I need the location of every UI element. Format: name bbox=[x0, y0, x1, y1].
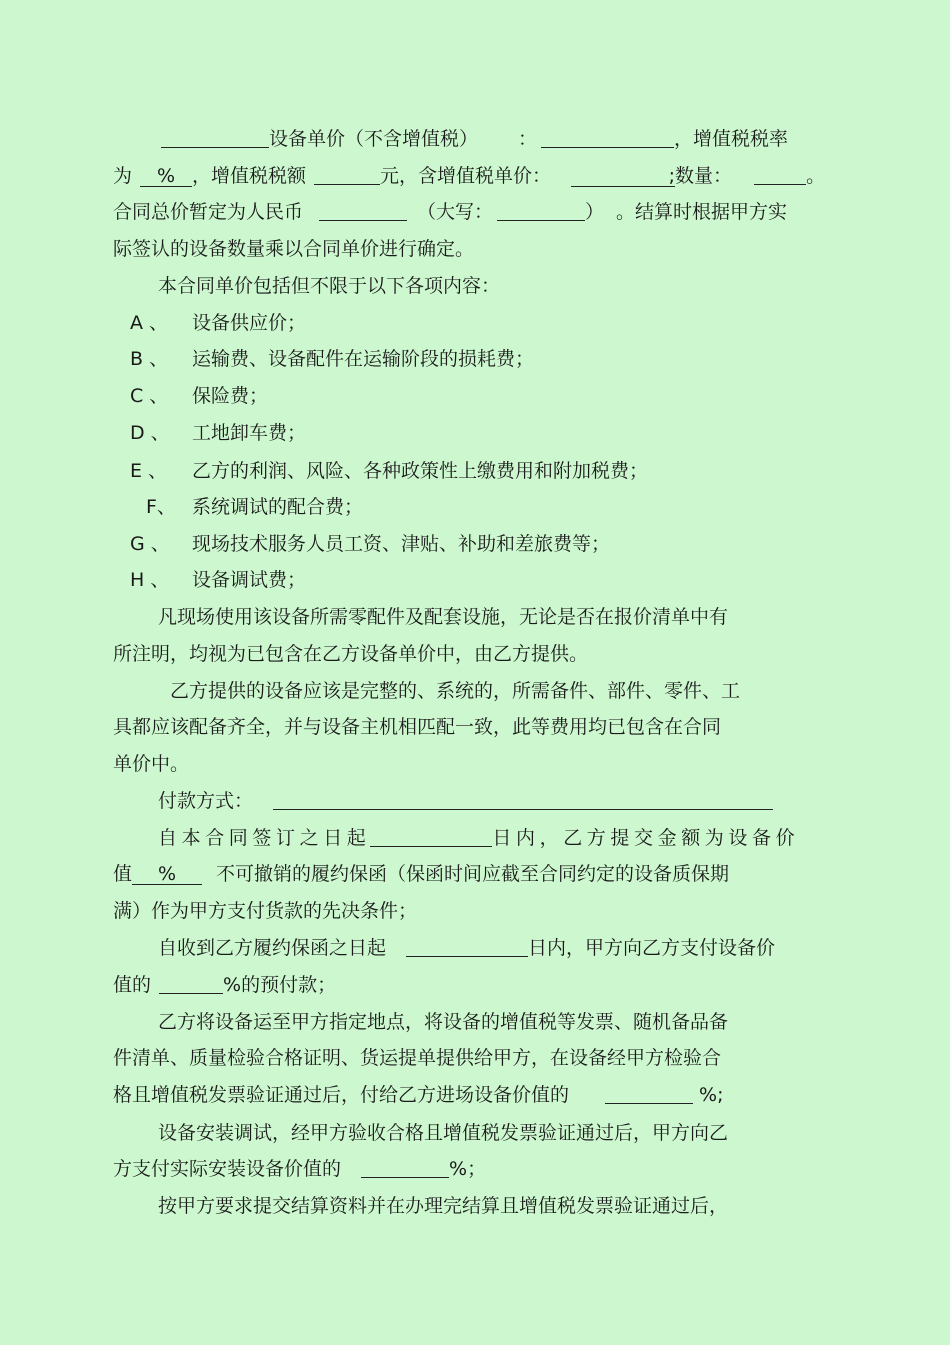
p2-text-a: 自收到乙方履约保函之日起 bbox=[158, 937, 387, 959]
payment-p2-line-1 bbox=[158, 936, 848, 960]
p2-text-c: 值的 bbox=[113, 974, 152, 996]
payment-p1-line-2 bbox=[113, 862, 843, 886]
parts-line-2: 所注明，均视为已包含在乙方设备单价中，由乙方提供。 bbox=[113, 643, 589, 665]
item-letter: A 、 bbox=[130, 312, 169, 334]
daxie-close: ） bbox=[585, 201, 605, 223]
unit-price-blank[interactable] bbox=[541, 127, 674, 148]
payment-p5-line-1: 按甲方要求提交结算资料并在办理完结算且增值税发票验证通过后， bbox=[158, 1195, 729, 1217]
item-text: 工地卸车费； bbox=[192, 422, 307, 444]
vat-amount-label: ，增值税税额 bbox=[192, 165, 307, 187]
item-letter: G 、 bbox=[130, 533, 170, 555]
price-line-2 bbox=[113, 164, 843, 188]
item-text: 系统调试的配合费； bbox=[192, 496, 364, 518]
semicolon: ; bbox=[668, 165, 676, 187]
price-name-blank[interactable] bbox=[161, 127, 269, 148]
p1-text-a: 自本合同签订之日起 bbox=[158, 827, 371, 849]
daxie-open: （大写： bbox=[417, 201, 494, 223]
settle-label: 。结算时根据甲方实 bbox=[616, 201, 788, 223]
price-line-3 bbox=[113, 200, 843, 224]
colon: ： bbox=[518, 128, 538, 150]
payment-method-line bbox=[158, 789, 848, 813]
item-letter: E 、 bbox=[130, 460, 168, 482]
item-text: 乙方的利润、风险、各种政策性上缴费用和附加税费； bbox=[192, 460, 649, 482]
incl-price-blank[interactable] bbox=[571, 166, 675, 187]
vat-amount-blank[interactable] bbox=[314, 164, 380, 185]
incl-price-label: 元，含增值税单价： bbox=[380, 165, 552, 187]
unit-price-label: 设备单价（不含增值税） bbox=[269, 128, 479, 150]
item-letter: F、 bbox=[146, 496, 176, 518]
payment-p3-line-2: 件清单、质量检验合格证明、货运提单提供给甲方，在设备经甲方检验合 bbox=[113, 1047, 722, 1069]
payment-p3-line-1: 乙方将设备运至甲方指定地点，将设备的增值税等发票、随机备品备 bbox=[158, 1011, 729, 1033]
wei-label: 为 bbox=[113, 165, 133, 187]
p1-days-blank[interactable] bbox=[370, 826, 492, 847]
item-letter: B 、 bbox=[130, 348, 169, 370]
p2-text-b: 日内，甲方向乙方支付设备价 bbox=[528, 937, 776, 959]
includes-intro: 本合同单价包括但不限于以下各项内容： bbox=[158, 275, 501, 297]
vat-rate-blank[interactable] bbox=[140, 166, 192, 187]
item-text: 运输费、设备配件在运输阶段的损耗费； bbox=[192, 348, 535, 370]
payment-p4-line-1: 设备安装调试，经甲方验收合格且增值税发票验证通过后，甲方向乙 bbox=[158, 1122, 729, 1144]
price-line-4: 际签认的设备数量乘以合同单价进行确定。 bbox=[113, 238, 475, 260]
daxie-blank[interactable] bbox=[497, 200, 585, 221]
p1-text-b: 日内，乙方提交金额为设备价 bbox=[492, 827, 800, 849]
payment-p1-line-3: 满）作为甲方支付货款的先决条件； bbox=[113, 900, 418, 922]
equipment-line-3: 单价中。 bbox=[113, 753, 190, 775]
p1-percent-sign: % bbox=[157, 863, 177, 885]
vat-rate-label: ，增值税税率 bbox=[674, 128, 789, 150]
payment-p4-line-2 bbox=[113, 1157, 843, 1181]
total-label: 合同总价暂定为人民币 bbox=[113, 201, 304, 223]
payment-method-blank[interactable] bbox=[273, 789, 773, 810]
quantity-blank[interactable] bbox=[754, 164, 806, 185]
item-text: 现场技术服务人员工资、津贴、补助和差旅费等； bbox=[192, 533, 611, 555]
total-blank[interactable] bbox=[319, 200, 407, 221]
p1-wei: 值 bbox=[113, 863, 133, 885]
p2-text-d: %的预付款； bbox=[223, 974, 337, 996]
p2-days-blank[interactable] bbox=[406, 936, 528, 957]
p3-text: 格且增值税发票验证通过后，付给乙方进场设备价值的 bbox=[113, 1084, 570, 1106]
item-letter: D 、 bbox=[130, 422, 170, 444]
equipment-line-2: 具都应该配备齐全，并与设备主机相匹配一致，此等费用均已包含在合同 bbox=[113, 716, 722, 738]
item-letter: H 、 bbox=[130, 569, 170, 591]
quantity-label: 数量： bbox=[675, 165, 733, 187]
equipment-line-1: 乙方提供的设备应该是完整的、系统的，所需备件、部件、零件、工 bbox=[170, 680, 741, 702]
period: 。 bbox=[806, 165, 826, 187]
parts-line-1: 凡现场使用该设备所需零配件及配套设施，无论是否在报价清单中有 bbox=[158, 606, 729, 628]
payment-method-label: 付款方式： bbox=[158, 790, 254, 812]
percent-sign: % bbox=[156, 165, 176, 187]
payment-p3-line-3 bbox=[113, 1083, 843, 1107]
item-letter: C 、 bbox=[130, 385, 169, 407]
p4-percent-end: %； bbox=[449, 1158, 487, 1180]
p4-text: 方支付实际安装设备价值的 bbox=[113, 1158, 342, 1180]
item-text: 保险费； bbox=[192, 385, 269, 407]
payment-p1-line-1 bbox=[158, 826, 838, 850]
p2-percent-blank[interactable] bbox=[159, 973, 223, 994]
p3-percent-blank[interactable] bbox=[605, 1083, 693, 1104]
p4-percent-blank[interactable] bbox=[361, 1157, 449, 1178]
price-line-1 bbox=[113, 127, 843, 151]
p1-percent-blank[interactable] bbox=[132, 864, 202, 885]
payment-p2-line-2 bbox=[113, 973, 843, 997]
p1-text-c: 不可撤销的履约保函（保函时间应截至合同约定的设备质保期 bbox=[216, 863, 730, 885]
p3-percent-end: %; bbox=[699, 1084, 724, 1106]
item-text: 设备供应价； bbox=[192, 312, 307, 334]
item-text: 设备调试费； bbox=[192, 569, 307, 591]
